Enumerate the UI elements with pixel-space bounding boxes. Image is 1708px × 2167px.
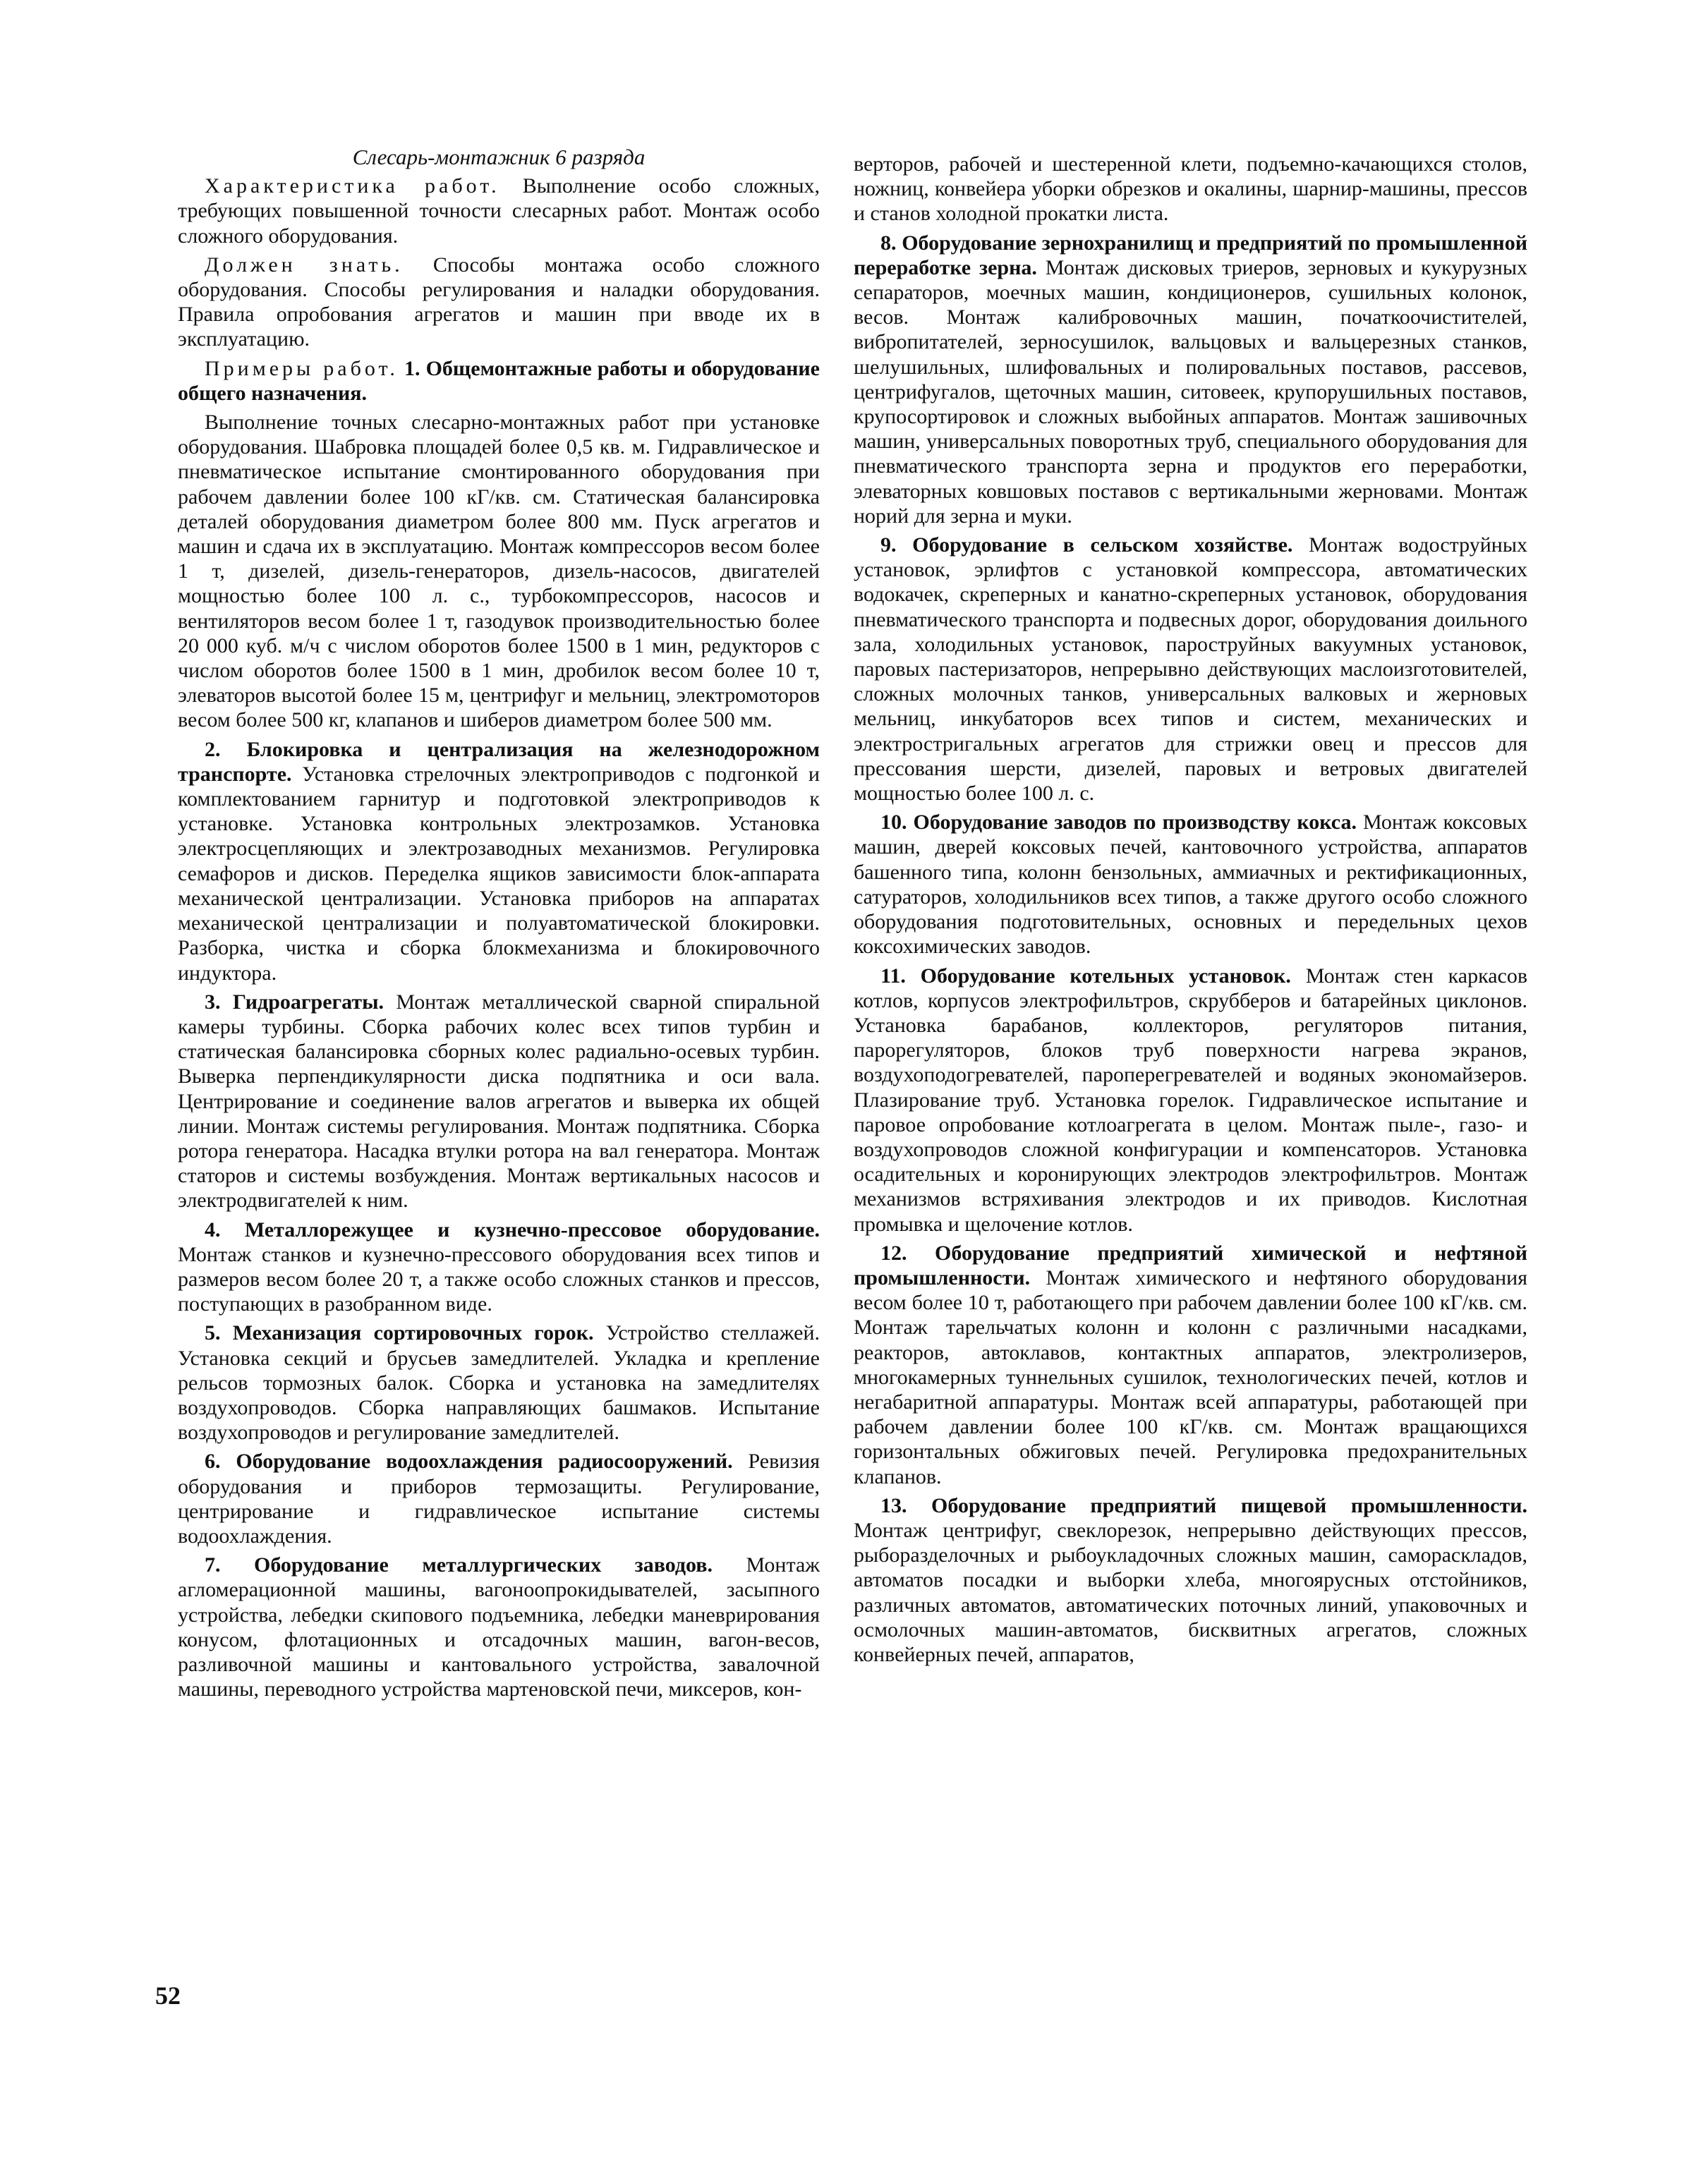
paragraph — [178, 253, 820, 352]
paragraph-text: верторов, рабочей и шестеренной клети, подъемно-качающихся столов, ножниц, конвейера уборки обрезков и окалины, шарнир-машины, прессов и станов холодной прокатки листа. — [854, 152, 1527, 226]
paragraph-text: Монтаж дисковых триеров, зерновых и кукурузных сепараторов, моечных машин, кондиционеров, сушильных колонок, весов. Монтаж калибровочных машин, початкоочистителей, вибропитателей, зерносушилок, вальцовых и вальцерезных станков, шелушильных, шлифовальных и полировальных поставов, рассевов, центрифугалов, щеточных машин, ситовеек, крупорушильных поставов, крупосортировок и сложных выбойных аппаратов. Монтаж зашивочных машин, универсальных поворотных труб, специального оборудования для пневматического транспорта зерна и продуктов его переработки, элеваторных ковшовых поставов с вертикальными жерновами. Монтаж норий для зерна и муки. — [854, 255, 1527, 528]
paragraph — [854, 1241, 1527, 1489]
paragraph — [178, 174, 820, 248]
paragraph-bold-lead: 10. Оборудование заводов по производству кокса. — [880, 811, 1357, 834]
paragraph — [178, 410, 820, 733]
paragraph-text: Ревизия оборудования и приборов термозащиты. Регулирование, центрирование и гидравлическое испытание системы водоохлаждения. — [178, 1450, 820, 1548]
paragraph-bold-lead: 4. Металлорежущее и кузнечно-прессовое оборудование. — [205, 1218, 820, 1242]
paragraph — [178, 356, 820, 406]
right-paragraphs — [854, 152, 1527, 1667]
paragraph — [854, 1493, 1527, 1667]
paragraph — [854, 964, 1527, 1237]
paragraph — [854, 533, 1527, 806]
paragraph-bold-lead: 2. Блокировка и централизация на железнодорожном транспорте. — [178, 737, 820, 786]
paragraph — [178, 1449, 820, 1548]
paragraph-text: Монтаж химического и нефтяного оборудования весом более 10 т, работающего при рабочем давлении более 100 кГ/кв. см. Монтаж тарельчатых колонн и колонн с различными насадками, реакторов, автоклавов, контактных аппаратов, электролизеров, многокамерных туннельных сушилок, технологических печей, котлов и негабаритной аппаратуры. Монтаж всей аппаратуры, работающей при рабочем давлении более 100 кГ/кв. см. Монтаж вращающихся горизонтальных обжиговых печей. Регулировка предохранительных клапанов. — [854, 1265, 1527, 1488]
paragraph-bold-lead: 6. Оборудование водоохлаждения радиосооружений. — [205, 1450, 733, 1474]
right-column — [854, 152, 1527, 1671]
paragraph-bold-lead: 12. Оборудование предприятий химической и нефтяной промышленности. — [854, 1241, 1527, 1289]
paragraph-text: Монтаж агломерационной машины, вагоноопрокидывателей, засыпного устройства, лебедки скипового подъемника, лебедки маневрирования конусом, флотационных и отсадочных машин, вагон-весов, разливочной машины и кантовального устройства, завалочной машины, переводного устройства мартеновской печи, миксеров, кон- — [178, 1553, 820, 1701]
paragraph-text: Выполнение точных слесарно-монтажных работ при установке оборудования. Шабровка площадей более 0,5 кв. м. Гидравлическое и пневматическое испытание смонтированного оборудования при рабочем давлении более 100 кГ/кв. см. Статическая балансировка деталей оборудования диаметром более 800 мм. Пуск агрегатов и машин и сдача их в эксплуатацию. Монтаж компрессоров весом более 1 т, дизелей, дизель-генераторов, дизель-насосов, двигателей мощностью более 100 л. с., турбокомпрессоров, насосов и вентиляторов весом более 1 т, газодувок производительностью более 20 000 куб. м/ч с числом оборотов более 1500 в 1 мин, редукторов с числом оборотов более 1500 в 1 мин, дробилок весом более 10 т, элеваторов высотой более 15 м, центрифуг и мельниц, электромоторов весом более 500 кг, клапанов и шиберов диаметром более 500 мм. — [178, 411, 820, 732]
paragraph — [854, 810, 1527, 959]
paragraph-text: Монтаж стен каркасов котлов, корпусов электрофильтров, скрубберов и батарейных циклонов. Установка барабанов, коллекторов, регуляторов питания, парорегуляторов, блоков труб поверхности нагрева экранов, воздухоподогревателей, пароперегревателей и водяных экономайзеров. Плазирование труб. Установка горелок. Гидравлическое испытание и паровое опробование котлоагрегата в целом. Монтаж пыле-, газо- и воздухопроводов сложной конфигурации и компенсаторов. Установка осадительных и коронирующих электродов электрофильтров. Монтаж механизмов встряхивания электродов и их приводов. Кислотная промывка и щелочение котлов. — [854, 964, 1527, 1236]
paragraph-lead: Примеры работ. — [205, 356, 399, 380]
paragraph-text: Монтаж станков и кузнечно-прессового оборудования всех типов и размеров весом более 20 т, а также особо сложных станков и прессов, поступающих в разобранном виде. — [178, 1242, 820, 1316]
paragraph-text: Установка стрелочных электроприводов с подгонкой и комплектованием гарнитур и подготовкой электроприводов к установке. Установка контрольных электрозамков. Установка электросцепляющих и электрозаводных механизмов. Регулировка семафоров и дисков. Переделка ящиков зависимости блок-аппарата механической централизации. Установка приборов на аппаратах механической централизации и полуавтоматической блокировки. Разборка, чистка и сборка блокмеханизма и блокировочного индуктора. — [178, 762, 820, 985]
paragraph-bold-lead: 3. Гидроагрегаты. — [205, 990, 384, 1014]
paragraph-text: Монтаж металлической сварной спиральной камеры турбины. Сборка рабочих колес всех типов турбин и статическая балансировка сборных колес радиально-осевых турбин. Выверка перпендикулярности диска подпятника и оси вала. Центрирование и соединение валов агрегатов и выверка их общей линии. Монтаж системы регулирования. Монтаж подпятника. Сборка ротора генератора. Насадка втулки ротора на вал генератора. Монтаж статоров и системы возбуждения. Монтаж вертикальных насосов и электродвигателей к ним. — [178, 990, 820, 1213]
paragraph-text: Способы монтажа особо сложного оборудования. Способы регулирования и наладки оборудования. Правила опробования агрегатов и машин при вводе их в эксплуатацию. — [178, 253, 820, 351]
paragraph-text: Монтаж коксовых машин, дверей коксовых печей, кантовочного устройства, аппаратов башенного типа, колонн бензольных, аммиачных и ректификационных, сатураторов, холодильников всех типов, а также другого особо сложного оборудования подготовительных, основных и передельных цехов коксохимических заводов. — [854, 811, 1527, 959]
paragraph — [178, 990, 820, 1213]
paragraph-lead: Должен знать. — [205, 253, 404, 277]
paragraph-bold-lead: 5. Механизация сортировочных горок. — [205, 1321, 594, 1345]
paragraph — [854, 231, 1527, 528]
paragraph-bold-lead: 11. Оборудование котельных установок. — [880, 964, 1291, 988]
paragraph — [854, 152, 1527, 226]
paragraph-text: Монтаж центрифуг, свеклорезок, непрерывно действующих прессов, рыборазделочных и рыбоукладочных сложных машин, самораскладов, автоматов посадки и выборки хлеба, многоярусных отстойников, различных автоматов, автоматических поточных линий, упаковочных и осмолочных машин-автоматов, бисквитных агрегатов, сложных конвейерных печей, аппаратов, — [854, 1518, 1527, 1666]
left-column — [178, 145, 820, 1706]
left-paragraphs — [178, 174, 820, 1701]
paragraph-lead: Характеристика работ. — [205, 174, 500, 198]
paragraph-text: Выполнение особо сложных, требующих повышенной точности слесарных работ. Монтаж особо сложного оборудования. — [178, 174, 820, 248]
paragraph-bold-lead: 8. Оборудование зернохранилищ и предприятий по промышленной переработке зерна. — [854, 231, 1527, 279]
section-heading: Слесарь-монтажник 6 разряда — [352, 145, 646, 169]
paragraph-text: Устройство стеллажей. Установка секций и брусьев замедлителей. Укладка и крепление рельсов тормозных балок. Сборка и установка на замедлителях воздухопроводов. Сборка направляющих башмаков. Испытание воздухопроводов и регулирование замедлителей. — [178, 1321, 820, 1445]
paragraph-bold-lead: 13. Оборудование предприятий пищевой промышленности. — [880, 1493, 1527, 1517]
paragraph — [178, 737, 820, 985]
paragraph — [178, 1218, 820, 1317]
paragraph-bold-lead: 9. Оборудование в сельском хозяйстве. — [880, 533, 1293, 557]
paragraph-text: Монтаж водоструйных установок, эрлифтов с установкой компрессора, автоматических водокачек, скреперных и канатно-скреперных установок, оборудования пневматического транспорта и подвесных дорог, оборудования доильного зала, холодильных установок, пароструйных вакуумных установок, паровых пастеризаторов, непрерывно действующих маслоизготовителей, сложных молочных танков, универсальных валковых и жерновых мельниц, инкубаторов всех типов и систем, механических и электростригальных агрегатов для стрижки овец и прессов для прессования шерсти, дизелей, паровых и ветровых двигателей мощностью более 100 л. с. — [854, 533, 1527, 806]
paragraph-bold-lead: 1. Общемонтажные работы и оборудование общего назначения. — [178, 356, 820, 405]
paragraph — [178, 1553, 820, 1701]
paragraph — [178, 1321, 820, 1445]
page-number: 52 — [155, 1981, 181, 2010]
paragraph-bold-lead: 7. Оборудование металлургических заводов. — [205, 1553, 713, 1577]
